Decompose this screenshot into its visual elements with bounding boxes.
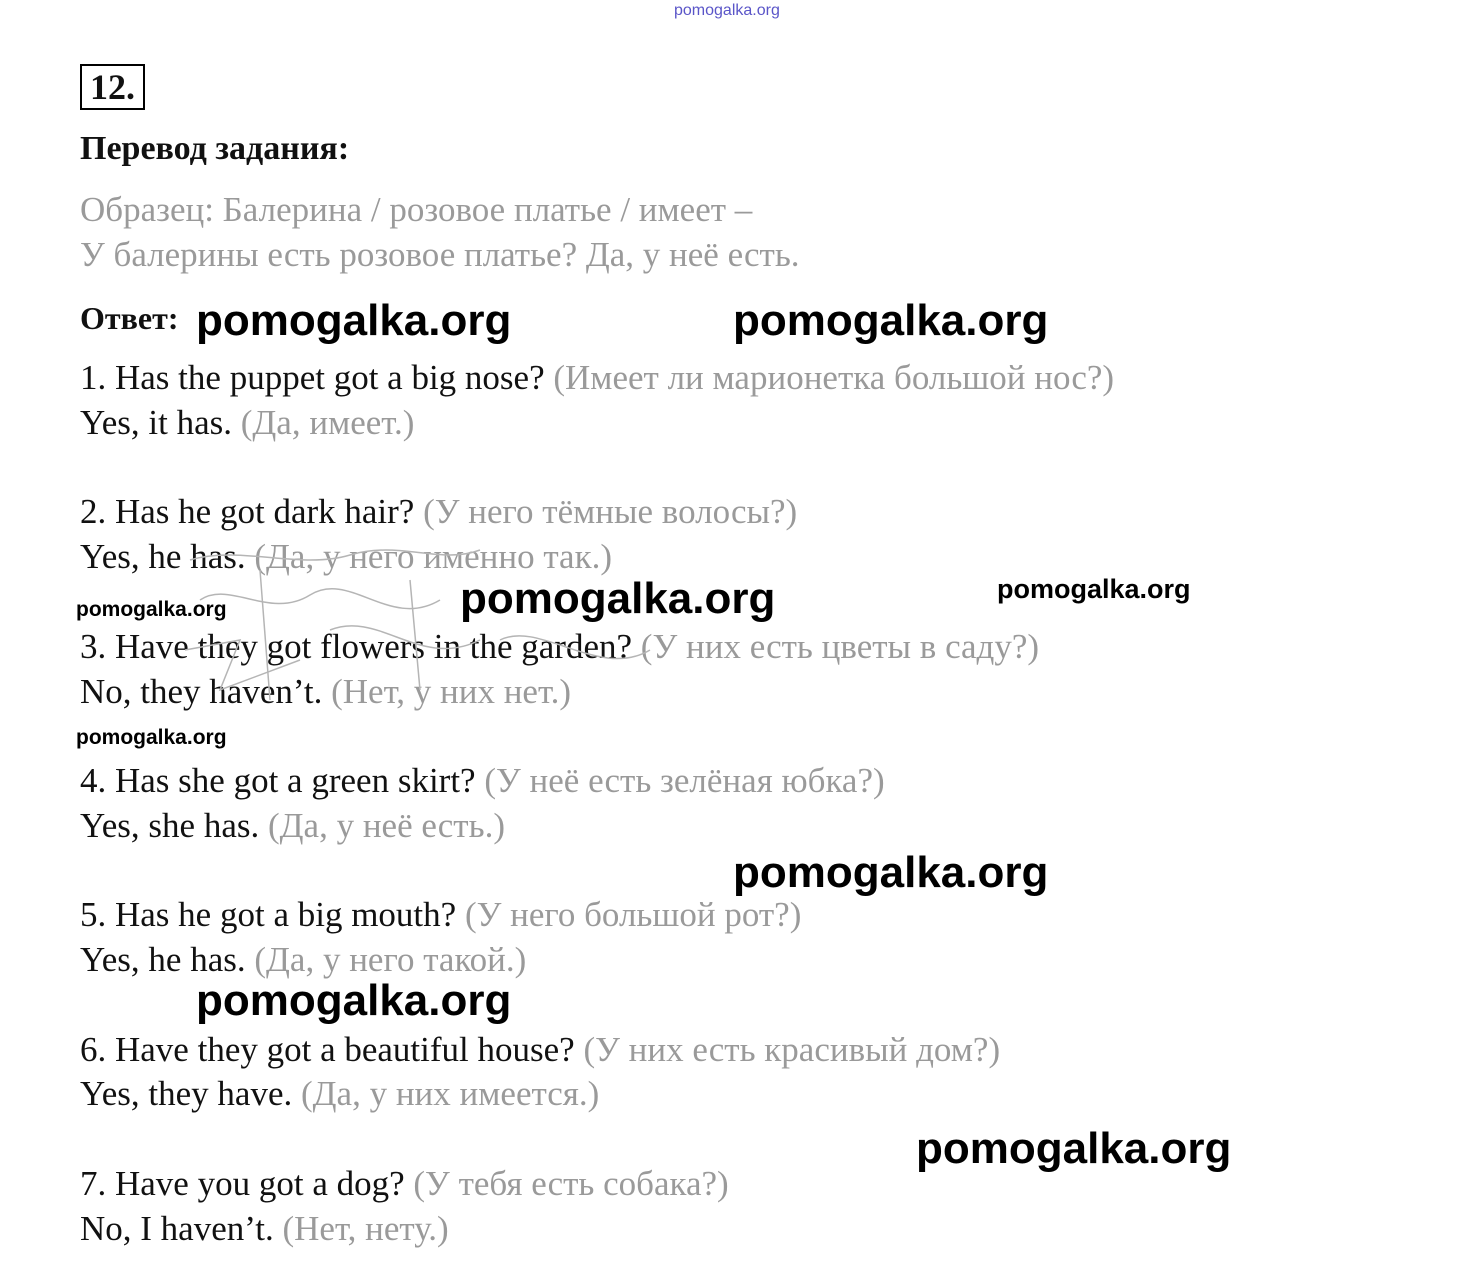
question-translation: (У тебя есть собака?)	[413, 1164, 729, 1203]
answer-translation: (Нет, у них нет.)	[331, 672, 572, 711]
question-text: 6. Have they got a beautiful house?	[80, 1030, 584, 1069]
watermark: pomogalka.org	[196, 296, 512, 345]
question-translation: (У него тёмные волосы?)	[423, 492, 798, 531]
sample-line-2: У балерины есть розовое платье? Да, у неё есть.	[80, 235, 800, 274]
watermark: pomogalka.org	[916, 1124, 1232, 1173]
answer-text: Yes, he has.	[80, 940, 255, 979]
question-6	[80, 1030, 1000, 1070]
answer-text: Yes, it has.	[80, 403, 241, 442]
watermark: pomogalka.org	[196, 976, 512, 1025]
question-7	[80, 1164, 729, 1204]
top-watermark: pomogalka.org	[674, 2, 780, 19]
answer-translation: (Да, имеет.)	[240, 403, 415, 442]
answer-text: Yes, he has.	[80, 537, 255, 576]
question-text: 4. Has she got a green skirt?	[80, 761, 485, 800]
answer-7	[80, 1209, 449, 1249]
watermark: pomogalka.org	[76, 726, 227, 749]
question-text: 2. Has he got dark hair?	[80, 492, 424, 531]
answer-1	[80, 403, 414, 443]
question-1	[80, 358, 1114, 398]
answer-text: Yes, they have.	[80, 1074, 302, 1113]
watermark: pomogalka.org	[76, 598, 227, 621]
answer-translation: (Да, у него именно так.)	[254, 537, 612, 576]
sample-line-1: Образец: Балерина / розовое платье / имеет –	[80, 190, 753, 229]
watermark: pomogalka.org	[733, 848, 1049, 897]
question-text: 1. Has the puppet got a big nose?	[80, 358, 554, 397]
answer-text: Yes, she has.	[80, 806, 268, 845]
question-text: 5. Has he got a big mouth?	[80, 895, 465, 934]
question-2	[80, 492, 797, 532]
task-number: 12.	[80, 64, 145, 110]
question-5	[80, 895, 801, 935]
question-text: 3. Have they got flowers in the garden?	[80, 627, 641, 666]
answer-translation: (Нет, нету.)	[282, 1209, 449, 1248]
answer-translation: (Да, у неё есть.)	[268, 806, 505, 845]
question-translation: (У неё есть зелёная юбка?)	[484, 761, 885, 800]
scribble-overlay	[180, 540, 660, 710]
answer-text: No, they haven’t.	[80, 672, 332, 711]
watermark: pomogalka.org	[733, 296, 1049, 345]
question-text: 7. Have you got a dog?	[80, 1164, 414, 1203]
answer-4	[80, 806, 505, 846]
answer-translation: (Да, у них имеется.)	[301, 1074, 600, 1113]
question-translation: (У них есть красивый дом?)	[583, 1030, 1001, 1069]
question-4	[80, 761, 885, 801]
answer-translation: (Да, у него такой.)	[254, 940, 527, 979]
answer-6	[80, 1074, 599, 1114]
answer-text: No, I haven’t.	[80, 1209, 283, 1248]
heading: Перевод задания:	[80, 130, 350, 167]
watermark: pomogalka.org	[997, 574, 1191, 604]
question-translation: (Имеет ли марионетка большой нос?)	[553, 358, 1115, 397]
answer-5	[80, 940, 526, 980]
question-translation: (У него большой рот?)	[464, 895, 802, 934]
question-translation: (У них есть цветы в саду?)	[640, 627, 1040, 666]
watermark: pomogalka.org	[460, 574, 776, 623]
answer-label: Ответ:	[80, 300, 179, 336]
